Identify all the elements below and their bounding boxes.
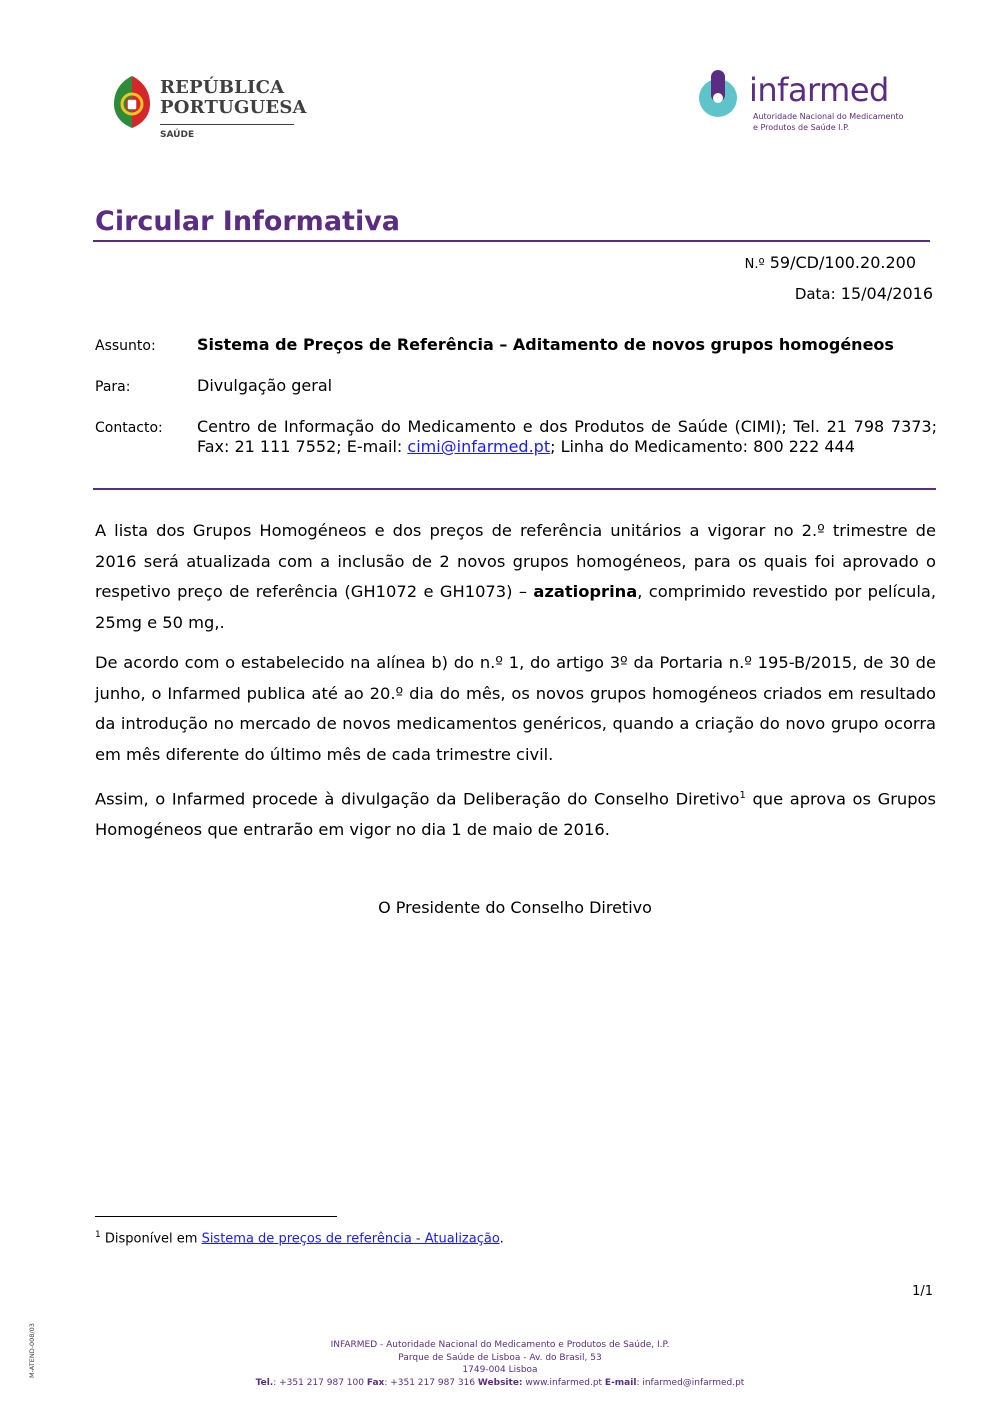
- document-number: [745, 253, 916, 275]
- contact-text-before: Centro de Informação do Medicamento e dos Produtos de Saúde (CIMI); Tel. 21 798 7373; Fax: 21 111 7552; E-mail:: [197, 417, 937, 456]
- footnote-divider: [95, 1216, 337, 1217]
- footnote-link[interactable]: Sistema de preços de referência - Atualização: [201, 1231, 500, 1247]
- footer-tel-value: : +351 217 987 100: [273, 1378, 367, 1388]
- recipient-label: Para:: [95, 379, 131, 395]
- document-number-value: 59/CD/100.20.200: [769, 253, 916, 272]
- footer-tel-label: Tel.: [255, 1378, 274, 1388]
- footer-email-value: : infarmed@infarmed.pt: [636, 1378, 745, 1388]
- document-date-value: 15/04/2016: [840, 284, 933, 303]
- infarmed-wordmark: infarmed: [749, 71, 889, 109]
- infarmed-tagline-1: Autoridade Nacional do Medicamento: [753, 112, 904, 121]
- page-number: 1/1: [912, 1284, 933, 1299]
- recipient-value: Divulgação geral: [197, 376, 333, 395]
- footer-line-1: INFARMED - Autoridade Nacional do Medicamento e Produtos de Saúde, I.P.: [330, 1340, 670, 1350]
- document-date-label: Data:: [794, 285, 836, 303]
- footer-web-value: www.infarmed.pt: [522, 1378, 605, 1388]
- subject-label: Assunto:: [95, 338, 156, 354]
- republica-portuguesa-logo: [112, 72, 307, 147]
- signature-line: O Presidente do Conselho Diretivo: [378, 898, 652, 917]
- p3-footnote-ref: 1: [739, 790, 746, 801]
- subject-value: Sistema de Preços de Referência – Aditamento de novos grupos homogéneos: [197, 335, 894, 354]
- p3-text-after: que aprova os Grupos Homogéneos que entrarão em vigor no dia 1 de maio de 2016.: [95, 789, 937, 839]
- footnote-end: .: [499, 1231, 504, 1247]
- p1-text-before: A lista dos Grupos Homogéneos e dos preços de referência unitários a vigorar no 2.º trimestre de 2016 será atualizada com a inclusão de 2 novos grupos homogéneos, para os quais foi aprovado o respetivo preço de referência (GH1072 e GH1073) –: [95, 521, 936, 601]
- document-number-label: N.º: [744, 257, 765, 272]
- infarmed-tagline-2: e Produtos de Saúde I.P.: [753, 123, 850, 132]
- contact-email-link[interactable]: cimi@infarmed.pt: [407, 437, 551, 456]
- footnote-text: Disponível em: [100, 1231, 202, 1247]
- footnote-number: 1: [95, 1230, 101, 1240]
- meta-divider: [93, 488, 936, 490]
- footer-fax-label: Fax: [366, 1378, 385, 1388]
- footer-line-2: Parque de Saúde de Lisboa - Av. do Brasil, 53: [398, 1353, 602, 1363]
- infarmed-logo: [696, 68, 906, 143]
- footer-contacts: [0, 1377, 1000, 1390]
- contact-value: [197, 417, 937, 457]
- title-divider: [93, 240, 930, 242]
- footer-web-label: Website:: [477, 1378, 523, 1388]
- p1-drug-name: azatioprina: [533, 582, 638, 601]
- logo-text-saude: SAÚDE: [160, 130, 195, 140]
- p1-text-after: , comprimido revestido por película, 25mg e 50 mg,.: [95, 582, 936, 632]
- portugal-flag-emblem-icon: [112, 74, 152, 130]
- document-date: [795, 284, 933, 304]
- contact-label: Contacto:: [95, 420, 163, 436]
- body-paragraph-1: [95, 516, 936, 638]
- body-paragraph-3: [95, 781, 936, 845]
- body-paragraph-2: De acordo com o estabelecido na alínea b) do n.º 1, do artigo 3º da Portaria n.º 195-B/2015, de 30 de junho, o Infarmed publica até ao 20.º dia do mês, os novos grupos homogéneos criados em resultado da introdução no mercado de novos medicamentos genéricos, quando a criação do novo grupo ocorra em mês diferente do último mês de cada trimestre civil.: [95, 653, 936, 764]
- logo-text-portuguesa: PORTUGUESA: [160, 97, 307, 118]
- logo-text-republica: REPÚBLICA: [160, 77, 285, 98]
- footer-fax-value: : +351 217 987 316: [384, 1378, 478, 1388]
- footer-email-label: E-mail: [604, 1378, 637, 1388]
- contact-text-after: ; Linha do Medicamento: 800 222 444: [550, 437, 855, 456]
- footnote: [95, 1226, 504, 1248]
- document-title: Circular Informativa: [95, 206, 401, 237]
- infarmed-mark-icon: [696, 68, 748, 120]
- logo-divider: [160, 124, 294, 125]
- p3-text-before: Assim, o Infarmed procede à divulgação da Deliberação do Conselho Diretivo: [95, 789, 740, 809]
- form-code: M-ATEND-008/03: [28, 1323, 36, 1378]
- footer-line-3: 1749-004 Lisboa: [462, 1365, 538, 1375]
